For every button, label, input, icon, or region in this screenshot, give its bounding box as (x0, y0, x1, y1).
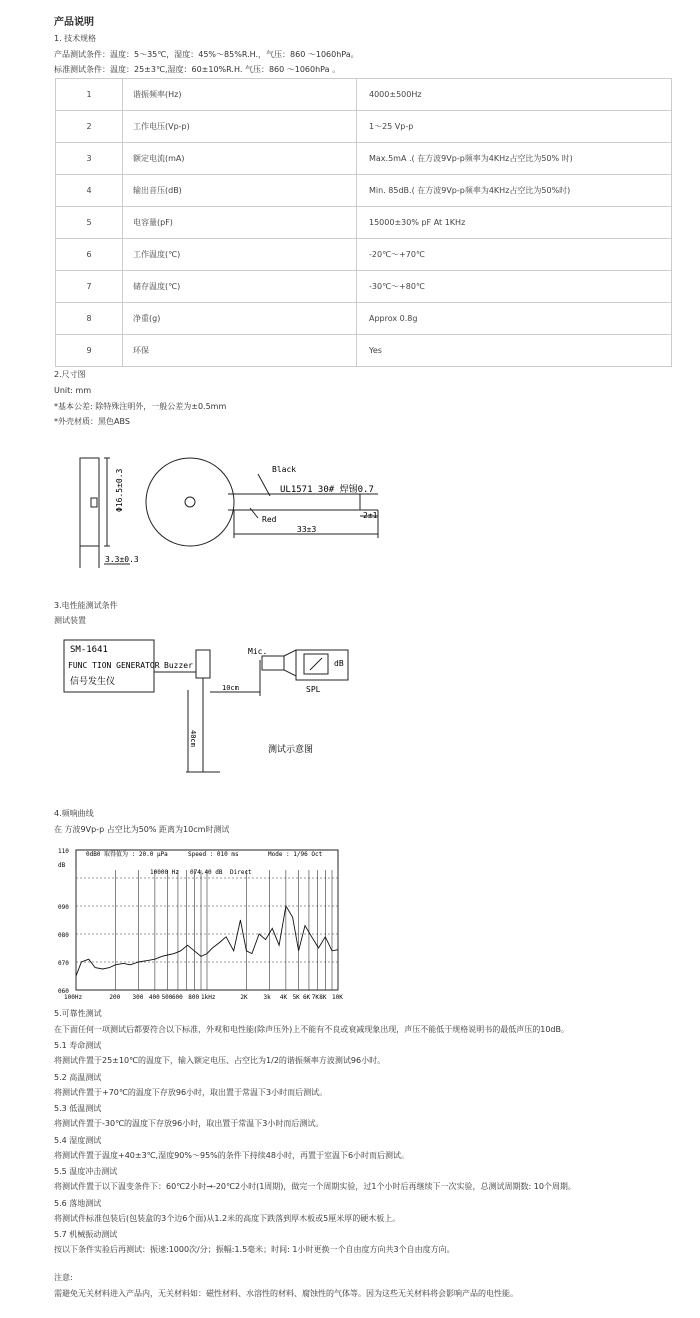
reliability-item-desc: 将测试件置于+70℃的温度下存放96小时，取出置于常温下3小时而后测试。 (54, 1087, 328, 1097)
x-tick-label: 400 (148, 994, 160, 1001)
wire-spec-label: UL1571 30# 焊锡0.7 (280, 485, 374, 495)
test-setup-diagram (0, 630, 400, 780)
red-wire-label: Red (262, 515, 277, 524)
spec-value: Min. 85dB.( 在方波9Vp-p频率为4KHz占空比为50%时) (357, 175, 672, 207)
reliability-item-desc: 将测试件置于温度+40±3℃,湿度90%～95%的条件下持续48小时，再置于室温下6小时而后测试。 (54, 1150, 410, 1160)
reliability-item-desc: 将测试件标准包装后(包装盒的3个边6个面)从1.2米的高度下跌落到厚木板或5厘米厚的硬木板上。 (54, 1213, 401, 1223)
side-view-body (80, 458, 99, 546)
reliability-item-title: 5.2 高温测试 (54, 1072, 102, 1082)
y-tick-label: 070 (58, 960, 69, 967)
section-2-title: 2.尺寸图 (54, 370, 86, 379)
note-title: 注意: (54, 1273, 73, 1282)
x-tick-label: 7K (311, 994, 319, 1001)
spec-name: 谐振频率(Hz) (123, 79, 357, 111)
x-tick-label: 100Hz (64, 994, 83, 1001)
dimension-drawing (0, 440, 700, 580)
spl-label: SPL (306, 685, 321, 694)
generator-cn: 信号发生仪 (70, 677, 116, 687)
spec-row (56, 175, 672, 207)
spec-value: Max.5mA .( 在方波9Vp-p频率为4KHz占空比为50% 时) (357, 143, 672, 175)
reliability-item-title: 5.5 温度冲击测试 (54, 1167, 118, 1176)
x-tick-label: 4K (279, 994, 288, 1001)
section-1-title: 1. 技术规格 (54, 34, 97, 43)
spec-name: 环保 (123, 335, 357, 367)
mic-label: Mic. (248, 647, 268, 656)
spec-value: 15000±30% pF At 1KHz (357, 207, 672, 239)
distance-40cm: 40cm (189, 730, 197, 747)
frequency-response-chart (58, 842, 343, 1002)
reliability-item-title: 5.3 低温测试 (54, 1104, 102, 1113)
spec-name: 电容量(pF) (123, 207, 357, 239)
spec-no: 9 (56, 335, 123, 367)
spec-no: 1 (56, 79, 123, 111)
y-tick-label: 080 (58, 932, 69, 939)
x-tick-label: 10K (332, 994, 343, 1001)
note-text: 需避免无关材料进入产品内，无关材料如：磁性材料、水溶性的材料、腐蚀性的气体等。因为这些无关材料将会影响产品的电性能。 (54, 1289, 518, 1298)
spec-name: 储存温度(℃) (123, 271, 357, 303)
spec-name: 工作电压(Vp-p) (123, 111, 357, 143)
diagram-caption: 测试示意图 (268, 745, 314, 755)
x-tick-label: 6K (302, 994, 311, 1001)
reliability-item-desc: 将测试件置于25±10℃的温度下，输入额定电压、占空比为1/2的谐振频率方波测试96小时。 (54, 1056, 386, 1065)
x-tick-label: 800 (188, 994, 200, 1001)
x-tick-label: 200 (109, 994, 121, 1001)
chart-marker-mode: Direct (230, 869, 252, 876)
response-test-note: 在 方波9Vp-p 占空比为50% 距离为10cm时测试 (54, 825, 230, 834)
reliability-item-title: 5.7 机械振动测试 (54, 1230, 118, 1239)
section-4-title: 4.频响曲线 (54, 809, 94, 818)
product-test-conditions: 产品测试条件：温度：5～35℃，湿度：45%～85%R.H.，气压：860 ～1060hPa。 (54, 50, 359, 59)
chart-marker-level: 074.40 dB (190, 869, 223, 876)
page-title: 产品说明 (54, 17, 94, 28)
tolerance-note: *基本公差: 除特殊注明外，一般公差为±0.5mm (54, 402, 227, 411)
spec-no: 7 (56, 271, 123, 303)
spec-name: 工作温度(℃) (123, 239, 357, 271)
spec-value: Approx 0.8g (357, 303, 672, 335)
spec-value: Yes (357, 335, 672, 367)
spec-no: 6 (56, 239, 123, 271)
spec-no: 4 (56, 175, 123, 207)
spec-no: 5 (56, 207, 123, 239)
buzzer-label: Buzzer (164, 661, 193, 670)
reliability-item-title: 5.4 湿度测试 (54, 1135, 102, 1145)
x-tick-label: 300 (132, 994, 144, 1001)
db-label: dB (334, 659, 344, 668)
test-setup-label: 测试装置 (54, 616, 86, 625)
side-view-pin (91, 498, 97, 507)
buzzer-box (196, 650, 210, 678)
spec-value: -30℃～+80℃ (357, 271, 672, 303)
x-tick-label: 600 (171, 994, 183, 1001)
spec-row (56, 143, 672, 175)
black-wire-label: Black (272, 465, 297, 474)
generator-name: FUNC TION GENERATOR (68, 661, 160, 670)
spec-row (56, 207, 672, 239)
spec-no: 3 (56, 143, 123, 175)
x-tick-label: 3k (263, 994, 271, 1001)
reliability-item-title: 5.6 落地测试 (54, 1198, 102, 1208)
spec-no: 2 (56, 111, 123, 143)
y-tick-label: 110 (58, 848, 69, 855)
sound-hole (185, 497, 195, 507)
lead-length-label: 33±3 (297, 525, 317, 534)
reliability-item-title: 5.1 寿命测试 (54, 1041, 102, 1050)
spec-value: -20℃～+70℃ (357, 239, 672, 271)
spec-row (56, 239, 672, 271)
spec-no: 8 (56, 303, 123, 335)
spec-value: 4000±500Hz (357, 79, 672, 111)
y-tick-label: 090 (58, 904, 69, 911)
chart-header-speed: Speed : 010 ms (188, 851, 239, 858)
chart-header-mode: Mode : 1/96 Oct (268, 851, 323, 858)
x-tick-label: 2K (240, 994, 248, 1001)
spec-row (56, 111, 672, 143)
spec-row (56, 303, 672, 335)
reliability-item-desc: 将测试件置于-30℃的温度下存放96小时，取出置于常温下3小时而后测试。 (54, 1119, 324, 1128)
y-tick-label: 060 (58, 988, 69, 995)
spec-name: 额定电流(mA) (123, 143, 357, 175)
x-tick-label: 500 (161, 994, 173, 1001)
chart-header-ref: 0dB0 取得值为 : 20.0 μPa (86, 851, 168, 858)
section-3-title: 3.电性能测试条件 (54, 601, 118, 610)
spec-row (56, 335, 672, 367)
standard-test-conditions: 标准测试条件：温度：25±3℃,湿度：60±10%R.H. 气压：860 ～1060hPa 。 (54, 65, 341, 74)
front-view-body (146, 458, 234, 546)
section-5-title: 5.可靠性测试 (54, 1009, 102, 1018)
generator-model: SM-1641 (70, 645, 108, 655)
unit-note: Unit: mm (54, 386, 92, 395)
spec-value: 1～25 Vp-p (357, 111, 672, 143)
spec-name: 输出音压(dB) (123, 175, 357, 207)
spec-name: 净重(g) (123, 303, 357, 335)
distance-10cm: 10cm (222, 684, 239, 692)
thickness-label: 3.3±0.3 (105, 555, 139, 564)
x-tick-label: 1kHz (201, 994, 216, 1001)
spec-row (56, 79, 672, 111)
microphone (262, 656, 284, 670)
diameter-label: Φ16.5±0.3 (115, 468, 124, 512)
strip-length-label: 2±1 (363, 511, 378, 520)
x-tick-label: 8K (319, 994, 327, 1001)
reliability-item-desc: 按以下条件实验后再测试：振速:1000次/分；振幅:1.5毫米；时间: 1小时更换一个自由度方向共3个自由度方向。 (54, 1245, 455, 1254)
spec-table (55, 78, 672, 367)
reliability-item-desc: 将测试件置于以下温变条件下：60℃2小时→-20℃2小时(1周期)，做完一个周期实验，过1个小时后再继续下一次实验，总测试周期数: 10个周期。 (54, 1182, 576, 1191)
reliability-intro: 在下面任何一项测试后都要符合以下标准，外观和电性能(除声压外)上不能有不良或衰减现象出现，声压不能低于规格说明书的最低声压的10dB。 (54, 1025, 569, 1034)
spec-row (56, 271, 672, 303)
x-tick-label: 5K (292, 994, 300, 1001)
y-tick-label: dB (58, 862, 66, 869)
chart-marker-freq: 10000 Hz (150, 869, 179, 876)
material-note: *外壳材质：黑色ABS (54, 417, 130, 426)
